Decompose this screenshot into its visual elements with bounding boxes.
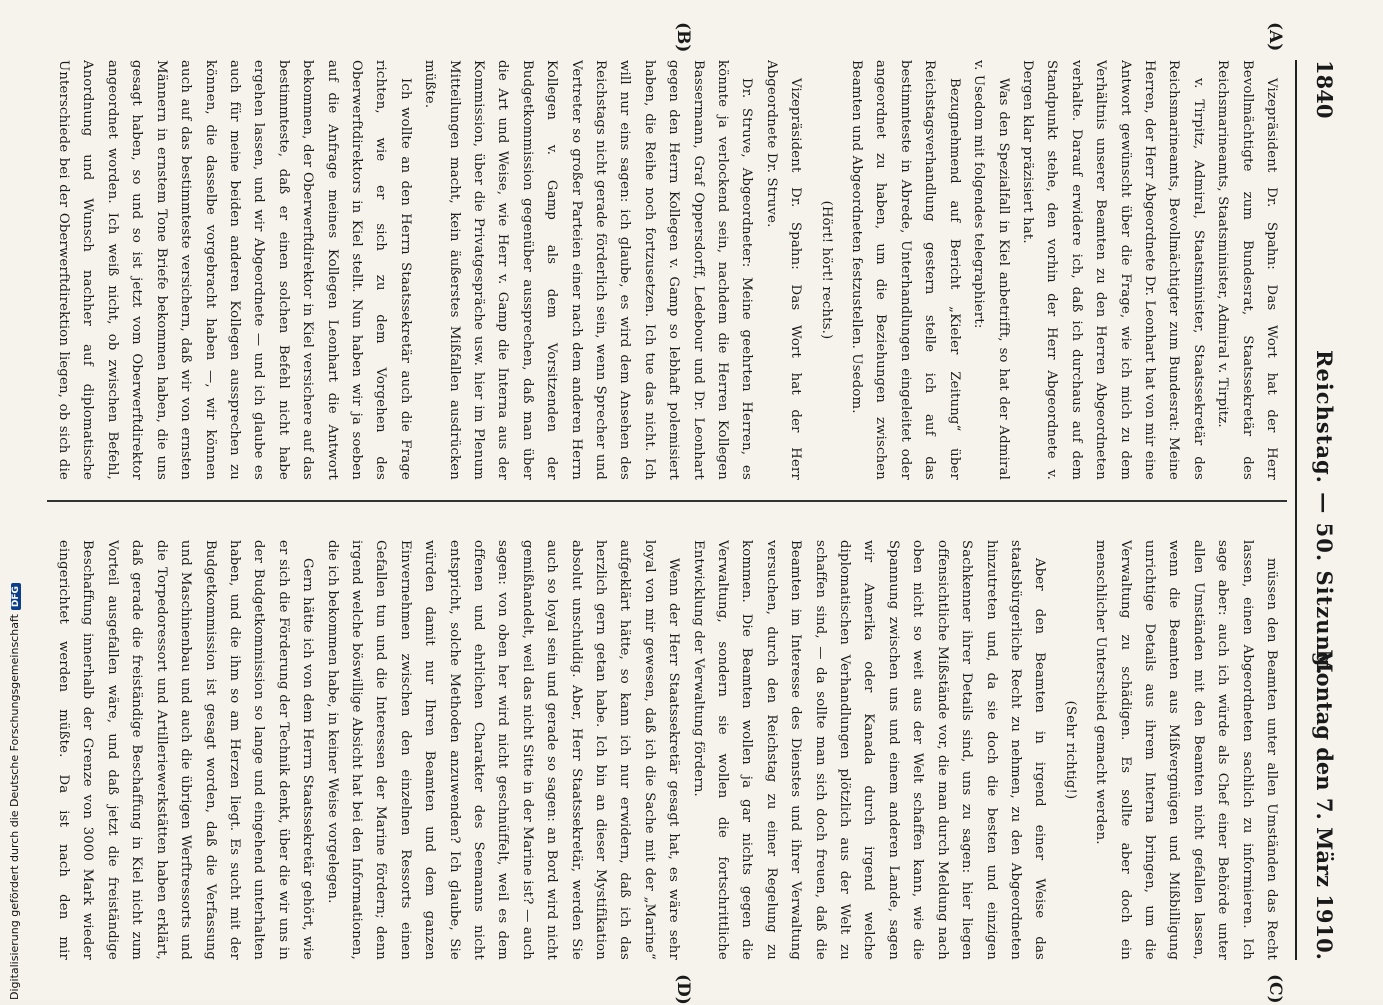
paragraph: v. Tirpitz, Admiral, Staatsminister, Staatssekretär des Reichsmarineamts, Bevollmächtigter zum Bundesrat: Meine Herren, der Herr Abgeordnete Dr. Leonhart hat von mir eine Antwort gewünscht über die Frage, wie ich mich zu dem Verhältnis unserer Beamten zu den Herren Abgeordneten verhalte. Darauf erwidere ich, daß ich durchaus auf dem Standpunkt stehe, den vorhin der Herr Abgeordnete v. Dergen klar präzisiert hat. (1019, 60, 1206, 480)
header-rule (1295, 60, 1297, 960)
session-date: Montag den 7. März 1910. (1312, 649, 1337, 960)
paragraph: Vizepräsident Dr. Spahn: Das Wort hat der Herr Abgeordnete Dr. Struve. (763, 60, 804, 480)
column-divider (47, 500, 1287, 502)
paragraph: Ich wollte an den Herrn Staatssekretär auch die Frage richten, wie er sich zu dem Vorgehen des Oberwerftdirektors in Kiel stellt. Nun haben wir ja soeben auf die Anfrage meines Kollegen Leonhart die Antwort bekommen, der Oberwerftdirektor in Kiel versichere auf das bestimmteste, daß er einen solchen Befehl nicht habe ergehen lassen, und wir Abgeordnete — und ich glaube es auch für meine beiden anderen Kollegen aussprechen zu können, die dasselbe vorgebracht haben —, wir können auch auf das bestimmteste versichern, daß wir von ernsten Männern in ernstem Tone Briefe bekommen haben, die uns gesagt haben, so und so ist jetzt vom Oberwerftdirektor angeordnet worden. Ich weiß nicht, ob zwischen Befehl, Anordnung und Wunsch nachher auf diplomatische Unterschiede bei der Oberwerftdirektion liegen, ob sich die (56, 60, 413, 480)
interjection: (Sehr richtig!) (1062, 700, 1078, 800)
paragraph: Was den Spezialfall in Kiel anbetrifft, so hat der Admiral v. Usedom mit folgendes telegraphiert: (971, 60, 1011, 480)
paragraph: Aber den Beamten in irgend einer Weise das staatsbürgerliche Recht zu nehmen, zu den Abgeordneten hinzutreten und, da sie doch die besten und einzigen Sachkenner ihrer Details sind, uns zu sagen: hier liegen offensichtliche Mißstände vor, die man durch Meldung nach oben nicht so weit aus der Welt schaffen kann, wie die Spannung zwischen uns und einem anderen Lande, sagen wir Amerika oder Kanada durch irgend welche diplomatischen Verhandlungen plötzlich aus der Welt zu schaffen sind, — da sollte man sich doch freuen, daß die Beamten im Interesse des Dienstes und ihrer Verwaltung versuchen, durch den Reichstag zu einer Regelung zu kommen. Die Beamten wollen ja gar nichts gegen die Verwaltung, sondern sie wollen die fortschrittliche Entwicklung der Verwaltung fördern. (690, 540, 1048, 960)
paragraph: Bezugnehmend auf Bericht „Kieler Zeitung“ über Reichstagsverhandlung gestern stelle ich auf das bestimmteste in Abrede, Unterhandlungen eingeleitet oder angeordnet zu haben, um die Beziehungen zwischen Beamten und Abgeordneten festzustellen. Usedom. (849, 60, 962, 480)
paragraph: Dr. Struve, Abgeordneter: Meine geehrten Herren, es könnte ja verlockend sein, nachdem die Herren Kollegen Bassermann, Graf Oppersdorff, Ledebour und Dr. Leonhart gegen den Herrn Kollegen v. Gamp so lebhaft polemisiert haben, die Reihe noch fortzusetzen. Ich tue das nicht. Ich will nur eins sagen: ich glaube, es wird dem Ansehen des Reichstags nicht gerade förderlich sein, wenn Sprecher und Vertreter so großer Parteien einer nach dem anderen Herrn Kollegen v. Gamp als dem Vorsitzenden der Budgetkommission gegenüber aussprechen, daß man über die Art und Weise, wie Herr v. Gamp die Interna aus der Kommission, über die Privatgespräche usw. hier im Plenum Mitteilungen macht, kein äußerstes Mißfallen ausdrücken müßte. (422, 60, 755, 480)
dfg-logo: DFG (11, 583, 21, 610)
margin-marker-a: (A) (1265, 22, 1285, 52)
paragraph: Wenn der Herr Staatssekretär gesagt hat, es wäre sehr loyal von mir gewesen, daß ich die Sache mit der „Marine“ aufgeklärt hätte, so kann ich nur erwidern, daß ich das herzlich gern getan habe. Ich bin an dieser Mystifikation absolut unschuldig. Aber, Herr Staatssekretär, werden Sie auch so loyal sein und gerade so sagen: an Bord wird nicht gemißhandelt, weil das nicht Sitte in der Marine ist? — auch sagen: von oben her wird nicht geschnüffelt, weil es dem offenen und ehrlichen Charakter des Seemanns nicht entspricht, solche Methoden anzuwenden? Ich glaube, Sie würden damit nur Ihren Beamten und dem ganzen Einvernehmen zwischen den einzelnen Ressorts einen Gefallen tun und die Interessen der Marine fördern; denn irgend welche böswillige Absicht hat bei den Informationen, die ich bekommen habe, in keiner Weise vorgelegen. (324, 540, 682, 960)
interjection: (Hört! hört! rechts.) (818, 200, 834, 340)
margin-marker-d: (D) (673, 974, 693, 1005)
credit-text: Digitalisierung gefördert durch die Deutsche Forschungsgemeinschaft (8, 614, 21, 1000)
margin-marker-c: (C) (1265, 974, 1285, 1004)
paragraph: Vizepräsident Dr. Spahn: Das Wort hat der Herr Bevollmächtigte zum Bundesrat, Staatssekretär des Reichsmarineamts, Staatsminister, Admiral v. Tirpitz. (1215, 60, 1279, 480)
page-number: 1840 (1312, 60, 1337, 119)
paragraph: müssen den Beamten unter allen Umständen das Recht lassen, einen Abgeordneten sachlich zu informieren. Ich sage aber: auch ich würde als Chef einer Behörde unter allen Umständen mit den Beamten nicht gefallen lassen, wenn die Beamten aus Mißvergnügen und Mißbilligung unrichtige Details aus ihrem Interna bringen, um die Verwaltung zu schädigen. Es sollte aber doch ein menschlicher Unterschied gemacht werden. (1093, 540, 1279, 960)
page-header (1297, 60, 1337, 960)
paragraph: Gern hätte ich von dem Herrn Staatssekretär gehört, wie er sich die Förderung der Technik denkt, über die wir uns in der Budgetkommission so lange und eingehend unterhalten haben, und die ihm so am Herzen liegt. Es sucht mit der Budgetkommission ist gesagt worden, daß die Verfassung und Maschinenbau und auch die übrigen Werftressorts und die Torpedoressort und Artilleriewerkstätten haben erklärt, daß gerade die freiständige Beschaffung in Kiel nicht zum Vorteil ausgefallen wäre, und daß jetzt die freiständige Beschaffung innerhalb der Grenze von 3000 Mark wieder eingerichtet werden müßte. Da ist nach den mir (56, 540, 316, 960)
digitization-credit (8, 0, 24, 1000)
session-title: Reichstag. — 50. Sitzung. (1312, 350, 1337, 676)
text-column-left (53, 60, 1283, 480)
text-column-right (53, 540, 1283, 960)
margin-marker-b: (B) (673, 22, 693, 53)
